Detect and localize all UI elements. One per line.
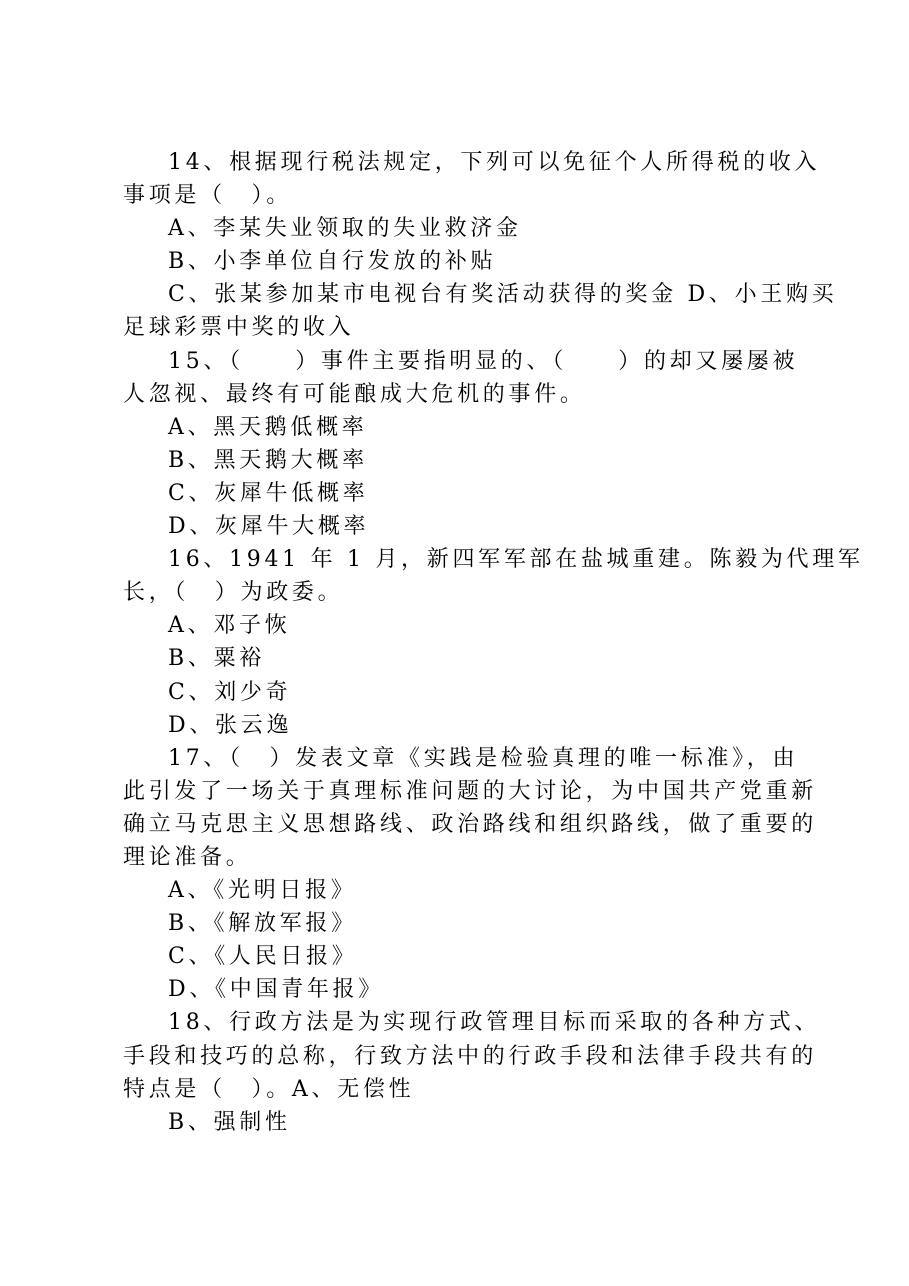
option-line: A、《光明日报》 [168,878,357,904]
question-stem-line: 确立马克思主义思想路线、政治路线和组织路线，做了重要的 [123,811,817,837]
option-line: B、黑天鹅大概率 [168,447,368,473]
question-stem-line: 14、根据现行税法规定，下列可以免征个人所得税的收入 [168,150,821,175]
option-line: C、灰犀牛低概率 [168,480,369,506]
question-stem-line: 手段和技巧的总称，行致方法中的行政手段和法律手段共有的 [123,1043,817,1069]
question-stem-line: 长，（ ）为政委。 [123,580,344,606]
question-stem-line: 此引发了一场关于真理标准问题的大讨论，为中国共产党重新 [123,778,817,804]
question-stem-line: 人忽视、最终有可能酿成大危机的事件。 [123,381,586,407]
question-stem-line: 特点是（ ）。A、无偿性 [123,1076,415,1102]
question-15 [123,345,799,544]
option-line: A、黑天鹅低概率 [168,414,368,440]
question-stem-line: 18、行政方法是为实现行政管理目标而采取的各种方式、 [168,1010,821,1036]
question-14 [123,146,838,345]
option-line: A、邓子恢 [168,613,291,639]
option-line: D、《中国青年报》 [168,977,384,1003]
option-line: B、强制性 [168,1109,291,1135]
question-stem-line: 16、1941 年 1 月，新四军军部在盐城重建。陈毅为代理军 [168,547,864,573]
option-line: C、《人民日报》 [168,944,358,970]
option-line: 足球彩票中奖的收入 [123,315,355,341]
question-stem-line: 15、（ ）事件主要指明显的、（ ）的却又屡屡被 [168,348,799,374]
option-line: C、张某参加某市电视台有奖活动获得的奖金 D、小王购买 [168,282,838,308]
question-stem-line: 17、（ ）发表文章《实践是检验真理的唯一标准》，由 [168,745,799,771]
option-line: D、张云逸 [168,712,293,738]
option-line: A、李某失业领取的失业救济金 [168,216,522,242]
option-line: B、《解放军报》 [168,911,357,937]
option-line: C、刘少奇 [168,679,292,705]
question-stem-line: 理论准备。 [123,844,252,870]
question-18 [123,1006,821,1138]
option-line: B、粟裕 [168,646,265,672]
question-stem-line: 事项是（ ）。 [123,183,292,209]
question-16 [123,543,864,742]
question-17 [123,742,817,1007]
option-line: B、小李单位自行发放的补贴 [168,249,497,275]
option-line: D、灰犀牛大概率 [168,514,370,540]
